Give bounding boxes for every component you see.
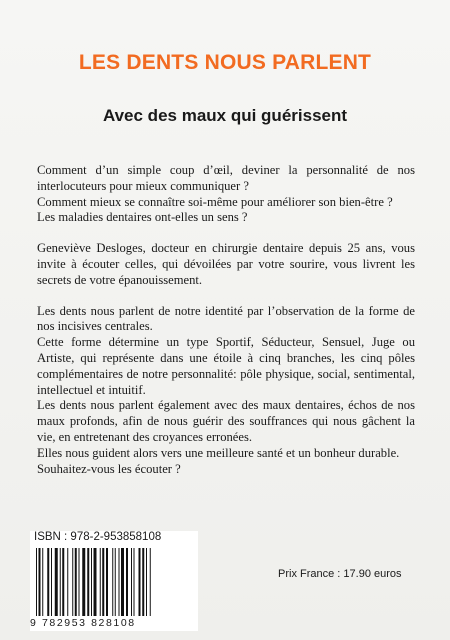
blurb-question-3: Les maladies dentaires ont-elles un sens ? — [37, 210, 248, 225]
barcode-digits: 9 782953 828108 — [30, 617, 136, 629]
blurb-text — [37, 163, 415, 477]
blurb-types: Cette forme détermine un type Sportif, Séducteur, Sensuel, Juge ou Artiste, qui représente dans une étoile à cinq branches, les cinq pôles complémentaires de notre personnalité: pôle physique, social, sentimental, intellectuel et intuitif. — [37, 335, 415, 397]
blurb-question-2: Comment mieux se connaître soi-même pour améliorer son bien-être ? — [37, 194, 393, 209]
barcode-block — [30, 531, 198, 631]
book-subtitle: Avec des maux qui guérissent — [102, 106, 348, 125]
blurb-closing-question: Souhaitez-vous les écouter ? — [37, 461, 181, 476]
isbn-label: ISBN : 978-2-953858108 — [34, 531, 162, 543]
blurb-guide: Elles nous guident alors vers une meilleure santé et un bonheur durable. — [37, 445, 400, 460]
blurb-author-intro: Geneviève Desloges, docteur en chirurgie dentaire depuis 25 ans, vous invite à écouter celles, qui dévoilées par votre sourire, vous livrent les secrets de votre épanouissement. — [37, 241, 415, 287]
book-title: LES DENTS NOUS PARLENT — [78, 51, 372, 74]
blurb-identity: Les dents nous parlent de notre identité par l’observation de la forme de nos incisives centrales. — [37, 303, 415, 334]
blurb-maux: Les dents nous parlent également avec des maux dentaires, échos de nos maux profonds, afin de nous guérir des souffrances qui nous gâchent la vie, en entretenant des croyances erronées. — [37, 398, 415, 444]
blurb-question-1: Comment d’un simple coup d’œil, deviner la personnalité de nos interlocuteurs pour mieux communiquer ? — [37, 163, 415, 193]
barcode-icon — [36, 548, 194, 616]
price-label: Prix France : 17.90 euros — [278, 568, 402, 580]
